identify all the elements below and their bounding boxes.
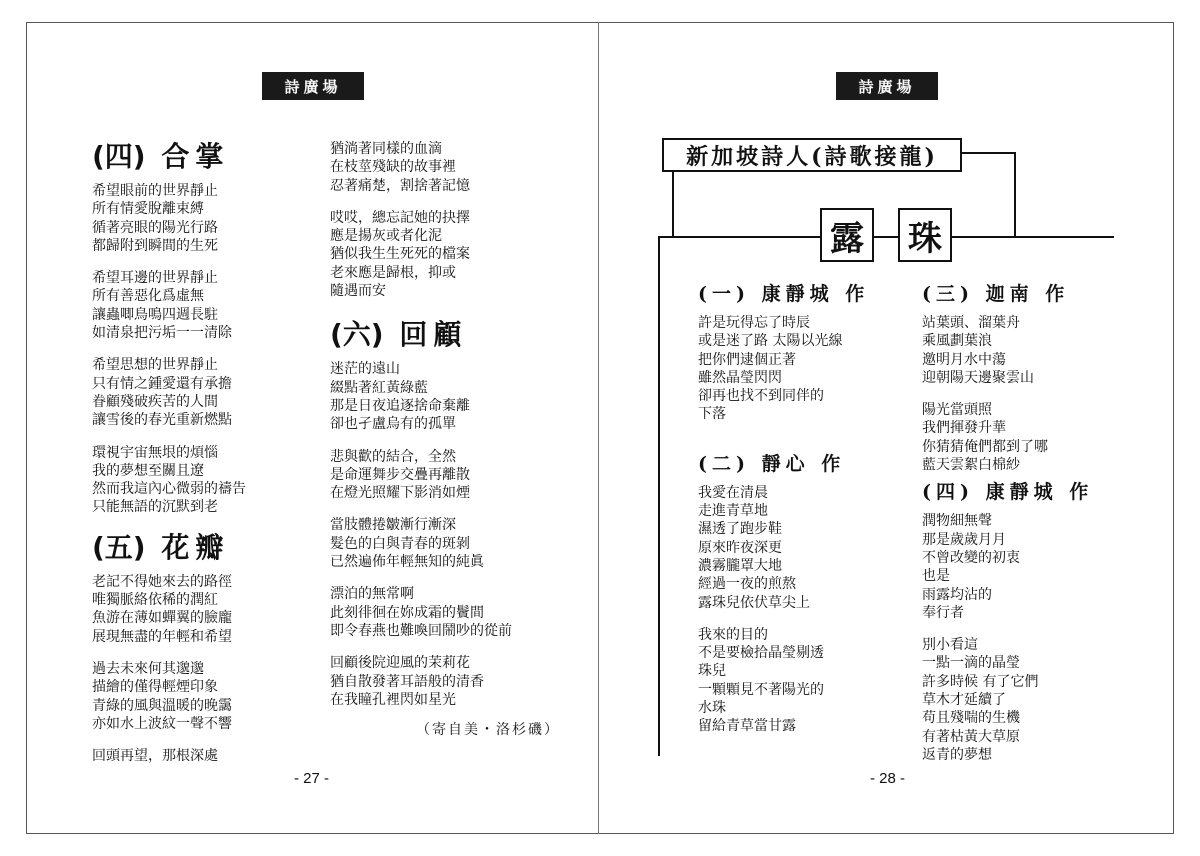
poem-6-title-text: 回顧 bbox=[399, 318, 468, 352]
poem-line: 忍著痛楚，割捨著記憶 bbox=[330, 177, 470, 194]
poem-line: 綴點著紅黃綠藍 bbox=[330, 379, 428, 396]
title-char-2: 珠 bbox=[898, 208, 952, 262]
poem-2-title: (二) 靜心 作 bbox=[698, 452, 846, 475]
title-char-1: 露 bbox=[820, 208, 874, 262]
poem-line: 濕透了跑步鞋 bbox=[698, 521, 782, 538]
poem-line: 一顆顆見不著陽光的 bbox=[698, 681, 824, 698]
poem-line: 濃霧朧罩大地 bbox=[698, 557, 782, 574]
poem-line: 然而我這內心微弱的禱告 bbox=[92, 481, 246, 498]
poem-line: 水珠 bbox=[698, 700, 726, 717]
poem-line: 我來的目的 bbox=[698, 626, 768, 643]
title-rule bbox=[658, 236, 1114, 238]
poem-line: 下落 bbox=[698, 406, 726, 423]
left-margin-rule bbox=[658, 236, 660, 756]
poem-line: 卻再也找不到同伴的 bbox=[698, 388, 824, 405]
poem-line: 過去未來何其邈邈 bbox=[92, 660, 204, 677]
poem-line: 那是日夜追逐捨命棄離 bbox=[330, 397, 470, 414]
poem-line: 即令春燕也難喚回鬧吵的從前 bbox=[330, 622, 512, 639]
poem-5-body bbox=[92, 573, 312, 766]
poem-line: 乘風劃葉浪 bbox=[922, 333, 992, 350]
poem-3-title: (三) 迦南 作 bbox=[922, 283, 1070, 305]
poem-4-right-body bbox=[922, 512, 1122, 764]
poem-line: 隨遇而安 bbox=[330, 283, 386, 300]
poem-4-number: (四) bbox=[92, 140, 146, 173]
poem-line: 當肢體捲皺漸行漸深 bbox=[330, 517, 456, 534]
poem-line: 唯獨脈絡依稀的潤紅 bbox=[92, 592, 218, 609]
poem-line: 在枝莖殘缺的故事裡 bbox=[330, 159, 456, 176]
page-gutter bbox=[598, 22, 599, 834]
poem-line: 我的夢想至關且遼 bbox=[92, 462, 204, 479]
poem-line: 不曾改變的初衷 bbox=[922, 549, 1020, 566]
left-page-banner: 詩廣場 bbox=[262, 72, 364, 100]
poem-line: 別小看這 bbox=[922, 637, 978, 654]
poem-1-title: (一) 康靜城 作 bbox=[698, 283, 870, 305]
poem-line: 已然遍佈年輕無知的純眞 bbox=[330, 554, 484, 571]
poem-line: 漂泊的無常啊 bbox=[330, 586, 414, 603]
poem-line: 都歸附到瞬間的生死 bbox=[92, 237, 218, 254]
poem-line: 只有情之鍾愛還有承擔 bbox=[92, 375, 232, 392]
poem-line: 藍天雲絮白棉紗 bbox=[922, 457, 1020, 474]
poem-line: 苟且殘喘的生機 bbox=[922, 710, 1020, 727]
poem-4-title-text: 合掌 bbox=[161, 140, 230, 173]
poem-line: 露珠兒依伏草尖上 bbox=[698, 594, 810, 611]
poem-1-body bbox=[698, 314, 898, 424]
poem-4-body bbox=[92, 182, 312, 517]
poem-line: 珠兒 bbox=[698, 663, 726, 680]
poem-line: 返青的夢想 bbox=[922, 746, 992, 763]
poem-line: 應是揚灰或者化泥 bbox=[330, 228, 442, 245]
poem-5-title bbox=[92, 531, 312, 565]
poem-line: 哎哎，總忘記她的抉擇 bbox=[330, 209, 470, 226]
right-page-banner: 詩廣場 bbox=[836, 72, 938, 100]
poem-line: 迷茫的遠山 bbox=[330, 361, 400, 378]
page-number-right: - 28 - bbox=[870, 770, 906, 787]
poem-line: 那是歲歲月月 bbox=[922, 531, 1006, 548]
poem-line: 如清泉把污垢一一清除 bbox=[92, 325, 232, 342]
poem-line: 雖然晶瑩閃閃 bbox=[698, 369, 782, 386]
poem-line: 老來應是歸根，抑或 bbox=[330, 264, 456, 281]
poem-line: 讓雪後的春光重新燃點 bbox=[92, 412, 232, 429]
poem-4-right-title: (四) 康靜城 作 bbox=[922, 481, 1094, 504]
poem-line: 草木才延續了 bbox=[922, 692, 1006, 709]
poem-line: 環視宇宙無垠的煩惱 bbox=[92, 444, 218, 461]
poem-4-title bbox=[92, 140, 312, 174]
title-connector-line bbox=[962, 152, 1016, 154]
author-signature: （寄自美・洛杉磯） bbox=[416, 722, 560, 739]
poem-line: 或是迷了路 太陽以光線 bbox=[698, 333, 843, 350]
title-connector-vertical bbox=[1014, 152, 1016, 238]
poem-line: 雨露均沾的 bbox=[922, 586, 992, 603]
poem-line: 留給青草當甘露 bbox=[698, 718, 796, 735]
poem-line: 眷顧殘破疾苦的人間 bbox=[92, 393, 218, 410]
right-column-2 bbox=[922, 282, 1122, 764]
poem-line: 我們揮發升華 bbox=[922, 420, 1006, 437]
poem-line: 青綠的風與溫暖的晚靄 bbox=[92, 697, 232, 714]
poem-5-title-text: 花瓣 bbox=[161, 530, 230, 564]
poem-line: 回顧後院迎風的茉莉花 bbox=[330, 655, 470, 672]
poem-line: 所有情愛脫離束縛 bbox=[92, 201, 204, 218]
poem-line: 悲與歡的結合，全然 bbox=[330, 448, 456, 465]
poem-line: 迎朝陽天邊聚雲山 bbox=[922, 369, 1034, 386]
poem-line: 站葉頭、溜葉舟 bbox=[922, 315, 1020, 331]
poem-line: 魚游在薄如蟬翼的臉龐 bbox=[92, 610, 232, 627]
poem-line: 希望耳邊的世界靜止 bbox=[92, 270, 218, 287]
poem-line: 奉行者 bbox=[922, 604, 964, 621]
poem-line: 猶淌著同樣的血滴 bbox=[330, 141, 442, 157]
poem-line: 有著枯黃大草原 bbox=[922, 728, 1020, 745]
poem-line: 此刻徘徊在妳成霜的鬢間 bbox=[330, 604, 484, 621]
left-column-2 bbox=[330, 140, 560, 739]
poem-line: 也是 bbox=[922, 568, 950, 585]
poem-line: 髮色的白與青春的斑剝 bbox=[330, 535, 470, 552]
poem-3-body bbox=[922, 314, 1122, 474]
poem-line: 經過一夜的煎熬 bbox=[698, 576, 796, 593]
poem-line: 在燈光照耀下影消如煙 bbox=[330, 485, 470, 502]
poem-line: 希望眼前的世界靜止 bbox=[92, 183, 218, 199]
poem-line: 希望思想的世界靜止 bbox=[92, 357, 218, 374]
poem-line: 猶自散發著耳語般的清香 bbox=[330, 673, 484, 690]
poem-line: 只能無語的沉默到老 bbox=[92, 499, 218, 516]
poem-6-number: (六) bbox=[330, 318, 384, 352]
poem-line: 猶似我生生死死的檔案 bbox=[330, 246, 470, 263]
poem-line: 亦如水上波紋一聲不響 bbox=[92, 715, 232, 732]
poem-line: 回頭再望，那根深處 bbox=[92, 748, 218, 765]
right-column-1 bbox=[698, 282, 898, 736]
series-title-box: 新加坡詩人(詩歌接龍) bbox=[662, 138, 962, 172]
poem-line: 展現無盡的年輕和希望 bbox=[92, 628, 232, 645]
poem-line: 原來昨夜深更 bbox=[698, 539, 782, 556]
poem-line: 陽光當頭照 bbox=[922, 402, 992, 419]
poem-line: 讓蟲唧鳥鳴四週長駐 bbox=[92, 306, 218, 323]
poem-line: 許多時候 有了它們 bbox=[922, 673, 1039, 690]
poem-6-body bbox=[330, 360, 560, 709]
poem-5-continued bbox=[330, 140, 560, 300]
poem-line: 卻也孑盧烏有的孤單 bbox=[330, 416, 456, 433]
left-bracket-top bbox=[672, 172, 674, 238]
poem-line: 邀明月水中蕩 bbox=[922, 351, 1006, 368]
poem-line: 許是玩得忘了時辰 bbox=[698, 315, 810, 331]
poem-6-title bbox=[330, 318, 560, 352]
poem-line: 所有善惡化爲虛無 bbox=[92, 288, 204, 305]
poem-line: 老記不得她來去的路徑 bbox=[92, 573, 232, 590]
poem-line: 在我瞳孔裡閃如星光 bbox=[330, 691, 456, 708]
poem-line: 是命運舞步交疊再離散 bbox=[330, 466, 470, 483]
page-number-left: - 27 - bbox=[294, 770, 330, 787]
poem-line: 把你們逮個正著 bbox=[698, 351, 796, 368]
left-column-1 bbox=[92, 140, 312, 765]
poem-line: 不是要檢拾晶瑩剔透 bbox=[698, 645, 824, 662]
poem-line: 潤物細無聲 bbox=[922, 513, 992, 530]
poem-line: 描繪的僅得輕煙印象 bbox=[92, 679, 218, 696]
poem-5-number: (五) bbox=[92, 530, 146, 564]
poem-line: 一點一滴的晶瑩 bbox=[922, 655, 1020, 672]
poem-line: 走進青草地 bbox=[698, 503, 768, 520]
poem-line: 你猜猜俺們都到了哪 bbox=[922, 438, 1048, 455]
poem-line: 我愛在清晨 bbox=[698, 484, 768, 501]
poem-line: 循著亮眼的陽光行路 bbox=[92, 219, 218, 236]
poem-2-body bbox=[698, 484, 898, 736]
